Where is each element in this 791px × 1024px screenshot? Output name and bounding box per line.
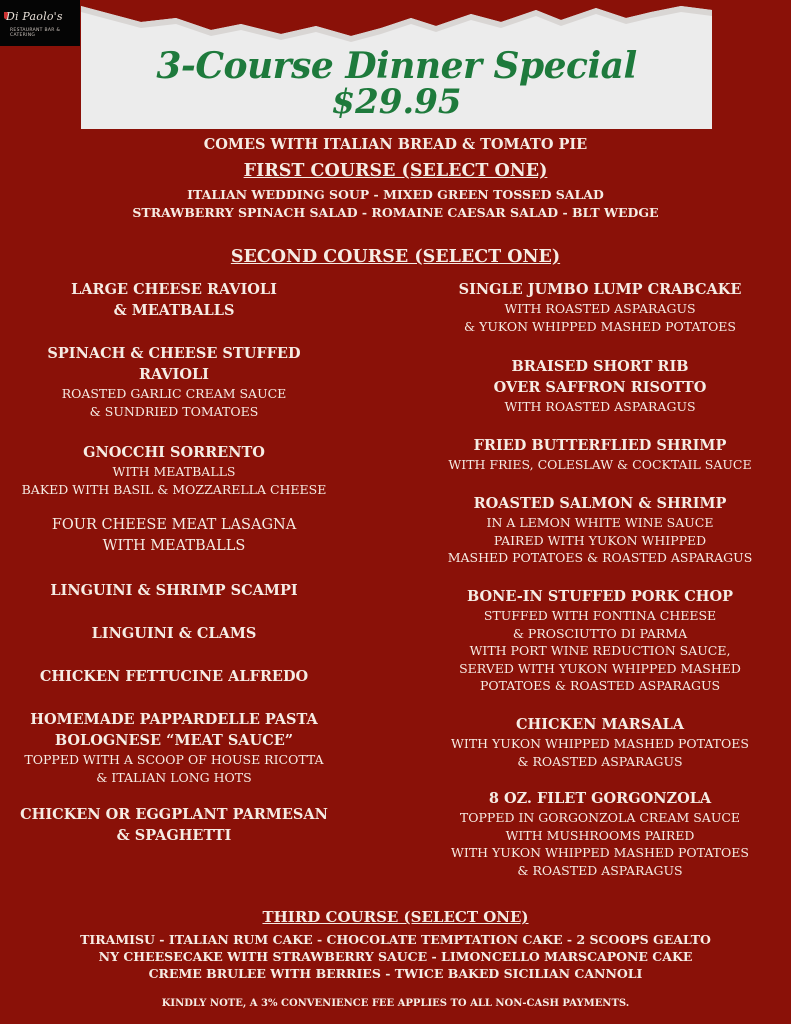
item-description: POTATOES & ROASTED ASPARAGUS	[479, 678, 721, 693]
item-description: TOPPED WITH A SCOOP OF HOUSE RICOTTA	[24, 752, 324, 767]
item-name: BRAISED SHORT RIB	[511, 358, 689, 375]
menu-item	[0, 442, 348, 498]
item-description: WITH YUKON WHIPPED MASHED POTATOES	[451, 845, 749, 860]
item-description: WITH YUKON WHIPPED MASHED POTATOES	[451, 736, 749, 751]
third-course-heading: THIRD COURSE (SELECT ONE)	[262, 908, 529, 926]
item-name: BOLOGNESE “MEAT SAUCE”	[54, 732, 294, 749]
item-description: & ROASTED ASPARAGUS	[517, 862, 683, 878]
item-description: STUFFED WITH FONTINA CHEESE	[483, 608, 717, 623]
menu-item	[0, 666, 348, 687]
item-name: SPINACH & CHEESE STUFFED	[47, 345, 301, 362]
menu-item	[0, 804, 348, 846]
item-name: 8 OZ. FILET GORGONZOLA	[488, 790, 712, 807]
menu-item	[420, 714, 780, 770]
item-name: ROASTED SALMON & SHRIMP	[473, 495, 727, 512]
item-name: RAVIOLI	[139, 366, 209, 383]
item-description: & SUNDRIED TOMATOES	[89, 403, 259, 419]
item-name: CHICKEN OR EGGPLANT PARMESAN	[20, 806, 328, 823]
third-course-line: TIRAMISU - ITALIAN RUM CAKE - CHOCOLATE TEMPTATION CAKE - 2 SCOOPS GEALTO	[80, 932, 711, 947]
item-description: WITH ROASTED ASPARAGUS	[504, 399, 696, 414]
item-description: & ITALIAN LONG HOTS	[96, 769, 252, 785]
item-name: OVER SAFFRON RISOTTO	[493, 379, 707, 396]
item-description: IN A LEMON WHITE WINE SAUCE	[486, 515, 714, 530]
item-name: SINGLE JUMBO LUMP CRABCAKE	[458, 281, 742, 298]
item-description: BAKED WITH BASIL & MOZZARELLA CHEESE	[21, 481, 327, 497]
third-course-line: CREME BRULEE WITH BERRIES - TWICE BAKED SICILIAN CANNOLI	[148, 966, 643, 981]
menu-item	[0, 623, 348, 644]
item-name: WITH MEATBALLS	[102, 538, 246, 554]
price: $29.95	[331, 82, 462, 122]
item-description: & PROSCIUTTO DI PARMA	[512, 625, 688, 641]
menu-item	[420, 788, 780, 879]
fee-note: KINDLY NOTE, A 3% CONVENIENCE FEE APPLIES TO ALL NON-CASH PAYMENTS.	[161, 998, 630, 1009]
item-description: WITH MUSHROOMS PAIRED	[505, 827, 695, 843]
item-name: LINGUINI & SHRIMP SCAMPI	[50, 582, 298, 599]
item-name: CHICKEN FETTUCINE ALFREDO	[39, 668, 309, 685]
item-description: WITH FRIES, COLESLAW & COCKTAIL SAUCE	[448, 457, 752, 472]
menu-item	[0, 709, 348, 786]
item-description: MASHED POTATOES & ROASTED ASPARAGUS	[447, 550, 753, 565]
menu-item	[0, 279, 348, 321]
item-name: LARGE CHEESE RAVIOLI	[71, 281, 277, 298]
item-description: WITH ROASTED ASPARAGUS	[504, 301, 696, 316]
item-name: & SPAGHETTI	[116, 827, 232, 844]
item-name: HOMEMADE PAPPARDELLE PASTA	[30, 711, 318, 728]
item-name: CHICKEN MARSALA	[515, 716, 685, 733]
item-name: & MEATBALLS	[113, 302, 235, 319]
item-description: & ROASTED ASPARAGUS	[517, 753, 683, 769]
item-name: GNOCCHI SORRENTO	[83, 444, 265, 461]
third-course-line: NY CHEESECAKE WITH STRAWBERRY SAUCE - LIMONCELLO MARSCAPONE CAKE	[98, 949, 693, 964]
item-description: & YUKON WHIPPED MASHED POTATOES	[463, 318, 736, 334]
item-description: WITH PORT WINE REDUCTION SAUCE,	[469, 643, 731, 658]
item-name: LINGUINI & CLAMS	[91, 625, 257, 642]
first-course-line: ITALIAN WEDDING SOUP - MIXED GREEN TOSSED SALAD	[187, 187, 604, 202]
menu-item	[420, 279, 780, 335]
comes-with-note: COMES WITH ITALIAN BREAD & TOMATO PIE	[203, 136, 588, 153]
first-course-heading: FIRST COURSE (SELECT ONE)	[243, 161, 548, 181]
first-course-line: STRAWBERRY SPINACH SALAD - ROMAINE CAESAR SALAD - BLT WEDGE	[132, 205, 659, 220]
menu-item	[420, 586, 780, 695]
menu-item	[0, 580, 348, 601]
item-description: WITH MEATBALLS	[112, 464, 236, 479]
menu-item	[420, 356, 780, 416]
item-description: ROASTED GARLIC CREAM SAUCE	[61, 386, 287, 401]
menu-item	[0, 343, 348, 420]
item-name: FRIED BUTTERFLIED SHRIMP	[473, 437, 727, 454]
item-description: TOPPED IN GORGONZOLA CREAM SAUCE	[459, 810, 741, 825]
logo-script: Di Paolo's	[6, 10, 63, 23]
item-description: PAIRED WITH YUKON WHIPPED	[493, 532, 707, 548]
title-banner	[81, 0, 712, 129]
item-name: BONE-IN STUFFED PORK CHOP	[466, 588, 733, 605]
menu-item	[0, 515, 348, 557]
page-title: 3-Course Dinner Special	[156, 45, 637, 87]
item-name: FOUR CHEESE MEAT LASAGNA	[51, 517, 297, 533]
second-course-heading: SECOND COURSE (SELECT ONE)	[230, 247, 561, 267]
menu-item	[420, 435, 780, 474]
logo-subtitle: RESTAURANT BAR & CATERING	[10, 28, 61, 38]
restaurant-logo	[0, 0, 80, 46]
item-description: SERVED WITH YUKON WHIPPED MASHED	[459, 660, 741, 676]
menu-item	[420, 493, 780, 567]
